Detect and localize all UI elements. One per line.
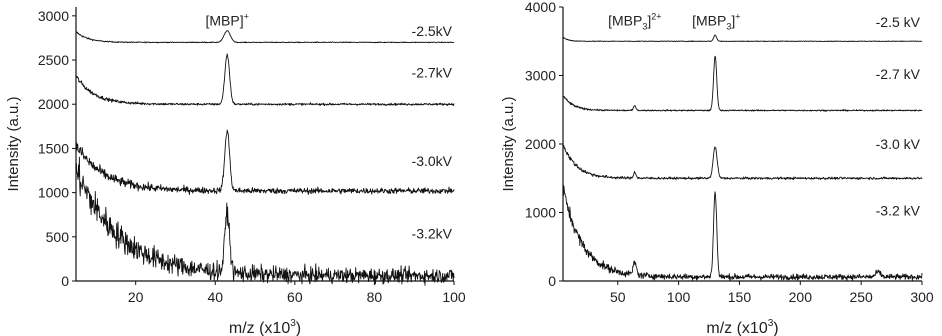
y-tick-label: 500 — [45, 228, 69, 245]
x-tick-label: 50 — [609, 289, 626, 305]
y-tick-label: 3000 — [37, 7, 69, 24]
y-tick-label: 4000 — [524, 0, 556, 15]
x-tick-label: 40 — [207, 289, 224, 305]
y-axis-label: Intensity (a.u.) — [5, 96, 22, 192]
series-label: -2.5 kV — [875, 14, 920, 31]
x-tick-label: 100 — [666, 289, 691, 305]
series-line — [76, 130, 454, 195]
series-line — [563, 185, 922, 280]
series-label: -3.2 kV — [875, 202, 920, 219]
series-label: -3.0 kV — [875, 136, 920, 152]
series-label: -2.7 kV — [875, 66, 920, 83]
x-tick-label: 150 — [727, 289, 752, 305]
x-tick-label: 300 — [910, 289, 934, 305]
series-line — [76, 54, 454, 106]
series-label: -3.0kV — [411, 152, 452, 169]
series-line — [563, 56, 922, 111]
x-tick-label: 60 — [287, 289, 303, 305]
series-label: -2.5kV — [411, 22, 452, 39]
y-tick-label: 0 — [548, 273, 556, 289]
x-axis-label: m/z $(x10^3)$ — [228, 318, 302, 336]
y-tick-label: 3000 — [524, 67, 556, 84]
x-axis-label: m/z $(x10^3)$ — [706, 318, 779, 336]
y-axis-label: Intensity (a.u.) — [500, 96, 517, 192]
chart-panel-1 — [5, 7, 466, 336]
y-tick-label: 2000 — [37, 96, 69, 113]
y-tick-label: 2000 — [524, 136, 556, 152]
y-tick-label: 1000 — [524, 204, 556, 221]
y-tick-label: 0 — [61, 273, 69, 289]
x-tick-label: 20 — [127, 289, 144, 305]
series-line — [563, 145, 922, 179]
x-tick-label: 250 — [849, 289, 873, 305]
series-line — [563, 35, 922, 42]
y-tick-label: 2500 — [37, 52, 69, 69]
series-line — [76, 31, 454, 43]
x-tick-label: 200 — [788, 289, 812, 305]
peak-annotation: [MBP]+ — [205, 11, 249, 29]
peak-annotation: $[MBP_3]^{2+}$ — [608, 11, 662, 32]
chart-panel-2 — [500, 0, 934, 336]
series-label: -2.7kV — [411, 64, 452, 81]
series-label: -3.2kV — [411, 225, 452, 242]
peak-annotation: $[MBP_3]^+$ — [692, 11, 741, 32]
x-tick-label: 100 — [442, 289, 466, 305]
x-tick-label: 80 — [366, 289, 383, 305]
y-tick-label: 1000 — [37, 184, 69, 201]
series-line — [76, 157, 454, 285]
y-tick-label: 1500 — [37, 140, 69, 157]
